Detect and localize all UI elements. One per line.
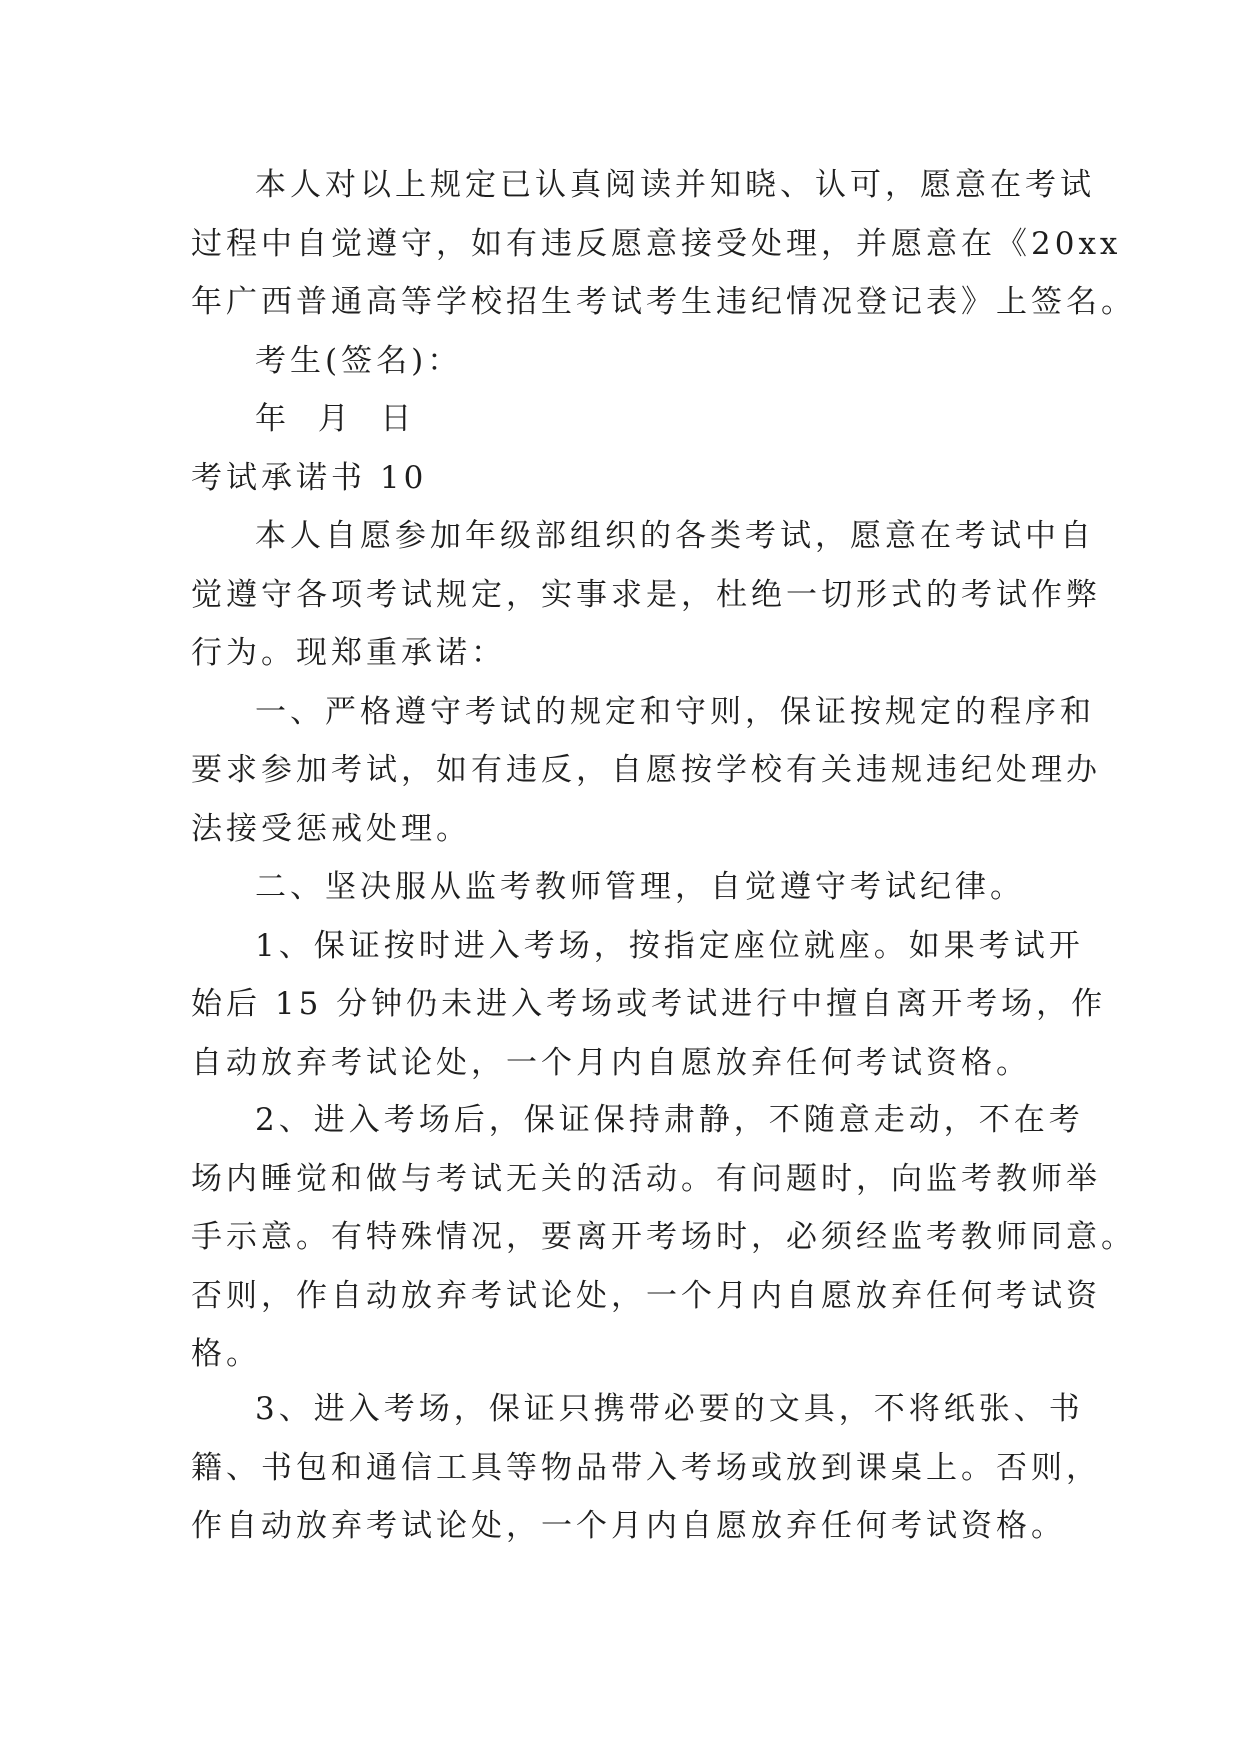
paragraph-line: 法接受惩戒处理。 [191, 810, 471, 847]
text-block-item-3 [191, 1380, 1101, 1556]
paragraph-line: 过程中自觉遵守，如有违反愿意接受处理，并愿意在《20xx [191, 225, 1122, 262]
paragraph-line: 3、进入考场，保证只携带必要的文具，不将纸张、书 [255, 1391, 1084, 1427]
signature-label: 考生(签名)： [255, 342, 463, 379]
date-line: 年 月 日 [255, 401, 416, 437]
paragraph-line: 行为。现郑重承诺： [191, 635, 506, 671]
paragraph-line: 一、严格遵守考试的规定和守则，保证按规定的程序和 [255, 693, 1095, 730]
text-block-main [191, 156, 1136, 1092]
section-title: 考试承诺书 10 [191, 459, 428, 496]
paragraph-line: 作自动放弃考试论处，一个月内自愿放弃任何考试资格。 [191, 1508, 1066, 1544]
paragraph-line: 1、保证按时进入考场，按指定座位就座。如果考试开 [255, 927, 1084, 964]
paragraph-line: 自动放弃考试论处，一个月内自愿放弃任何考试资格。 [191, 1044, 1031, 1081]
paragraph-line: 本人对以上规定已认真阅读并知晓、认可，愿意在考试 [255, 167, 1095, 203]
paragraph-line: 场内睡觉和做与考试无关的活动。有问题时，向监考教师举 [191, 1160, 1101, 1197]
paragraph-line: 手示意。有特殊情况，要离开考场时，必须经监考教师同意。 [191, 1219, 1136, 1255]
paragraph-line: 二、坚决服从监考教师管理，自觉遵守考试纪律。 [255, 869, 1025, 905]
paragraph-line: 格。 [191, 1336, 261, 1372]
text-block-item-2 [191, 1091, 1136, 1384]
paragraph-line: 2、进入考场后，保证保持肃静，不随意走动，不在考 [255, 1102, 1084, 1138]
paragraph-line: 否则，作自动放弃考试论处，一个月内自愿放弃任何考试资 [191, 1277, 1101, 1314]
paragraph-line: 年广西普通高等学校招生考试考生违纪情况登记表》上签名。 [191, 284, 1136, 320]
paragraph-line: 籍、书包和通信工具等物品带入考场或放到课桌上。否则， [191, 1449, 1101, 1486]
paragraph-line: 始后 15 分钟仍未进入考场或考试进行中擅自离开考场，作 [191, 986, 1107, 1022]
paragraph-line: 本人自愿参加年级部组织的各类考试，愿意在考试中自 [255, 518, 1095, 554]
paragraph-line: 觉遵守各项考试规定，实事求是，杜绝一切形式的考试作弊 [191, 576, 1101, 613]
paragraph-line: 要求参加考试，如有违反，自愿按学校有关违规违纪处理办 [191, 752, 1101, 788]
